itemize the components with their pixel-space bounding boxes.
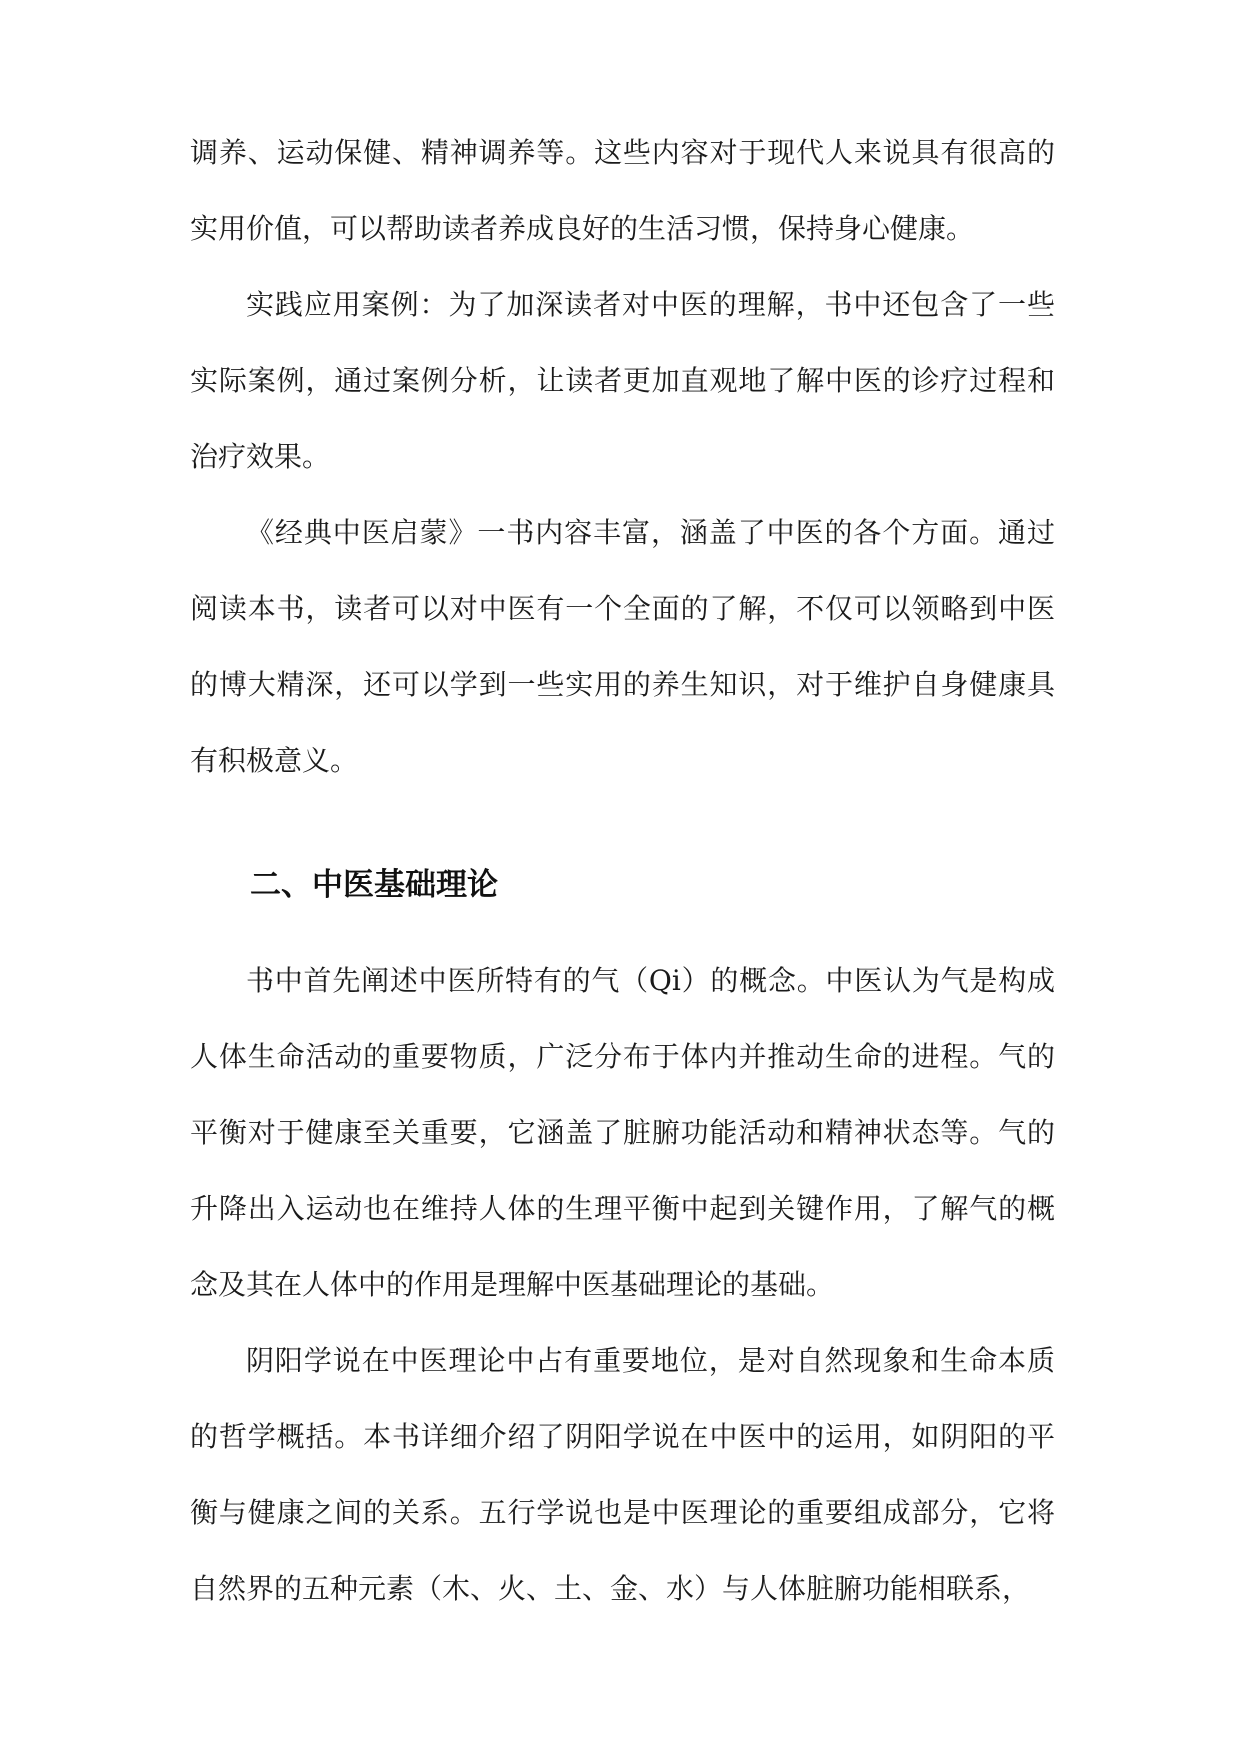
section-1-body (190, 115, 1055, 799)
paragraph-case-studies: 实践应用案例：为了加深读者对中医的理解，书中还包含了一些实际案例，通过案例分析，让读者更加直观地了解中医的诊疗过程和治疗效果。 (190, 288, 1055, 473)
section-2-body (190, 943, 1055, 1627)
paragraph-book-summary: 《经典中医启蒙》一书内容丰富，涵盖了中医的各个方面。通过阅读本书，读者可以对中医有一个全面的了解，不仅可以领略到中医的博大精深，还可以学到一些实用的养生知识，对于维护自身健康具有积极意义。 (190, 516, 1055, 777)
paragraph-yin-yang-five-elements: 阴阳学说在中医理论中占有重要地位，是对自然现象和生命本质的哲学概括。本书详细介绍了阴阳学说在中医中的运用，如阴阳的平衡与健康之间的关系。五行学说也是中医理论的重要组成部分，它将自然界的五种元素（木、火、土、金、水）与人体脏腑功能相联系， (190, 1344, 1055, 1605)
paragraph-qi-concept: 书中首先阐述中医所特有的气（Qi）的概念。中医认为气是构成人体生命活动的重要物质，广泛分布于体内并推动生命的进程。气的平衡对于健康至关重要，它涵盖了脏腑功能活动和精神状态等。气的升降出入运动也在维持人体的生理平衡中起到关键作用，了解气的概念及其在人体中的作用是理解中医基础理论的基础。 (190, 964, 1055, 1301)
paragraph-lifestyle: 调养、运动保健、精神调养等。这些内容对于现代人来说具有很高的实用价值，可以帮助读者养成良好的生活习惯，保持身心健康。 (190, 136, 1055, 245)
section-heading: 二、中医基础理论 (250, 867, 498, 903)
